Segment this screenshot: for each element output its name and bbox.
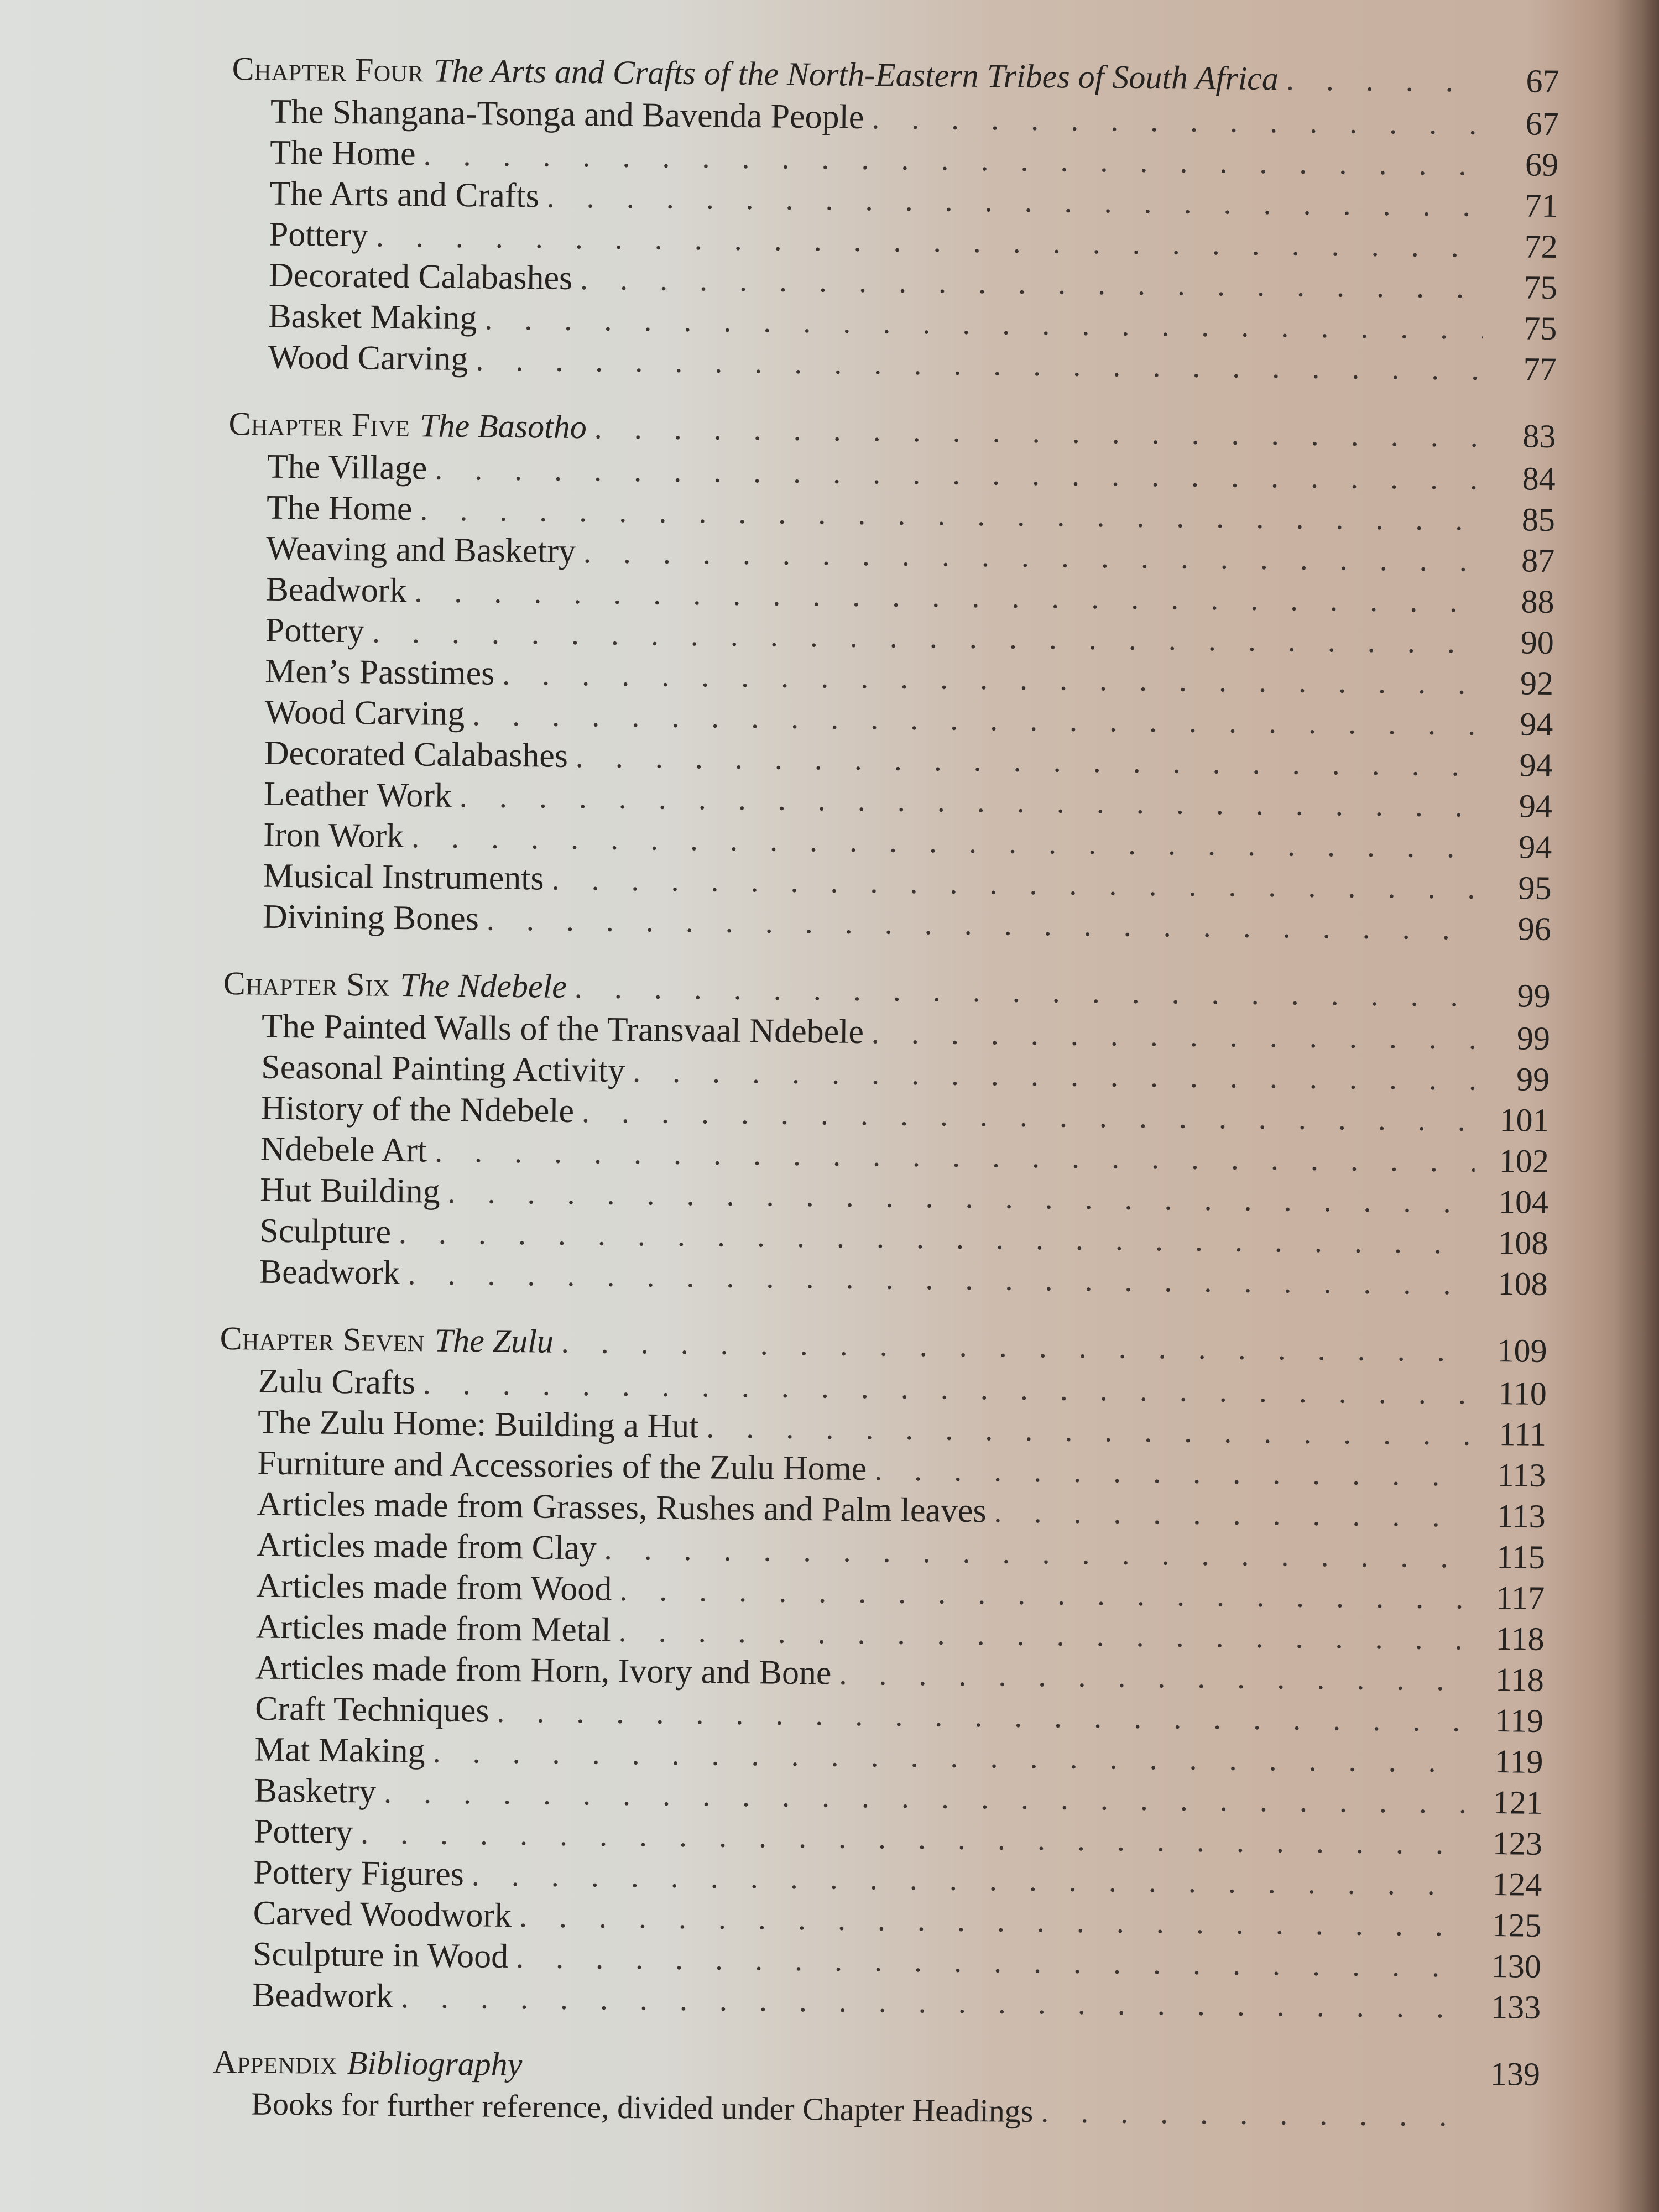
chapter-five — [224, 405, 1556, 951]
leader-dots — [872, 1015, 1477, 1056]
page-number: 118 — [1495, 1620, 1545, 1657]
page-number: 88 — [1521, 583, 1554, 620]
entry-label: Articles made from Metal — [255, 1608, 612, 1649]
leader-dots — [435, 1134, 1475, 1180]
chapter-keyword: Chapter Seven — [220, 1319, 425, 1359]
page-number: 123 — [1492, 1825, 1543, 1862]
leader-dots — [376, 219, 1484, 265]
chapter-four — [229, 50, 1559, 391]
page-number: 102 — [1499, 1142, 1550, 1180]
leader-dots — [384, 1775, 1469, 1821]
page-number: 92 — [1520, 665, 1554, 702]
entry-label: The Shangana-Tsonga and Bavenda People — [270, 92, 864, 136]
leader-dots — [874, 1452, 1472, 1493]
appendix-keyword: Appendix — [212, 2043, 338, 2081]
leader-dots — [516, 1940, 1467, 1985]
page-number: 94 — [1520, 706, 1553, 743]
leader-dots — [497, 1694, 1469, 1739]
leader-dots — [460, 779, 1479, 825]
entry-label: Sculpture in Wood — [252, 1935, 509, 1975]
entry-label: Carved Woodwork — [253, 1894, 512, 1935]
chapter-title: The Zulu — [434, 1322, 554, 1360]
entry-label: The Home — [269, 133, 416, 173]
page-number: 94 — [1519, 787, 1553, 825]
leader-dots — [411, 820, 1478, 865]
chapter-seven — [213, 1319, 1547, 2029]
leader-dots — [519, 1899, 1468, 1943]
entry-label: Beadwork — [252, 1976, 394, 2015]
entry-label: Musical Instruments — [263, 857, 544, 898]
page-number: 67 — [1526, 62, 1559, 100]
page-number: 75 — [1524, 269, 1558, 306]
page-number: 125 — [1491, 1907, 1542, 1944]
leader-dots — [633, 1054, 1476, 1098]
leader-dots — [706, 1410, 1472, 1452]
page-number: 101 — [1499, 1102, 1550, 1139]
entry-label: Pottery — [269, 215, 369, 254]
page-number: 99 — [1516, 1061, 1550, 1098]
leader-dots — [546, 179, 1484, 223]
page-number: 109 — [1497, 1332, 1547, 1369]
page-number: 124 — [1491, 1866, 1542, 1903]
leader-dots — [1041, 2094, 1466, 2133]
entry-label: Basketry — [254, 1771, 377, 1811]
page-number: 96 — [1517, 910, 1552, 947]
leader-dots — [502, 657, 1479, 702]
entry-label: The Zulu Home: Building a Hut — [257, 1403, 699, 1446]
chapter-title: The Arts and Crafts of the North-Eastern Tribes of South Africa — [433, 52, 1279, 97]
leader-dots — [435, 452, 1481, 497]
leader-dots — [432, 1735, 1469, 1780]
chapter-six — [220, 964, 1551, 1306]
page-number: 113 — [1497, 1457, 1546, 1494]
entry-label: Divining Bones — [262, 898, 479, 938]
entry-label: Books for further reference, divided under Chapter Headings — [251, 2085, 1034, 2130]
page-number: 67 — [1525, 105, 1559, 143]
entry-label: Decorated Calabashes — [268, 256, 573, 297]
leader-dots — [583, 535, 1481, 579]
leader-dots — [423, 1366, 1473, 1411]
chapter-title: The Ndebele — [400, 966, 567, 1005]
entry-label: Pottery — [253, 1812, 353, 1851]
page-number: 72 — [1524, 228, 1558, 265]
entry-label: Men’s Passtimes — [264, 652, 495, 692]
leader-dots — [472, 697, 1479, 742]
entry-label: Articles made from Wood — [256, 1567, 612, 1608]
leader-dots — [399, 1215, 1474, 1261]
page-number: 111 — [1499, 1416, 1547, 1453]
entry-label: Articles made from Horn, Ivory and Bone — [255, 1648, 832, 1692]
chapter-keyword: Chapter Six — [223, 964, 390, 1003]
leader-dots — [472, 1858, 1468, 1902]
entry-label: Wood Carving — [264, 693, 465, 733]
page-number: 77 — [1523, 351, 1557, 388]
leader-dots — [361, 1815, 1468, 1861]
page-number: 117 — [1496, 1579, 1545, 1616]
leader-dots — [839, 1657, 1470, 1698]
chapter-keyword: Chapter Five — [228, 405, 410, 444]
leader-dots — [618, 1614, 1470, 1657]
page-number: 110 — [1498, 1375, 1547, 1412]
leader-dots — [484, 301, 1483, 346]
leader-dots — [447, 1175, 1474, 1220]
leader-dots — [551, 862, 1478, 906]
page-number: 115 — [1496, 1538, 1546, 1575]
page-number: 94 — [1518, 828, 1552, 865]
leader-dots — [582, 1094, 1475, 1139]
page-number: 119 — [1494, 1743, 1543, 1780]
page-edge-shadow — [1615, 0, 1659, 2212]
page-number: 130 — [1491, 1948, 1542, 1985]
entry-label: Iron Work — [263, 816, 404, 855]
entry-label: Weaving and Basketry — [266, 529, 576, 571]
leader-dots — [594, 410, 1482, 454]
entry-label: Craft Techniques — [254, 1689, 489, 1730]
entry-label: The Home — [266, 488, 413, 528]
page-number: 95 — [1518, 869, 1552, 906]
page-number: 99 — [1517, 977, 1551, 1014]
page-number: 121 — [1493, 1784, 1543, 1821]
leader-dots — [994, 1494, 1472, 1534]
page-number: 99 — [1516, 1020, 1551, 1057]
table-of-contents — [212, 50, 1559, 2165]
page-number: 90 — [1520, 624, 1554, 661]
leader-dots — [487, 902, 1478, 947]
entry-label: Basket Making — [268, 297, 477, 337]
entry-label: Decorated Calabashes — [264, 734, 568, 775]
entry-label: The Arts and Crafts — [269, 174, 540, 215]
leader-dots — [1286, 62, 1485, 99]
chapter-keyword: Chapter Four — [232, 50, 424, 89]
page-number: 85 — [1521, 501, 1556, 538]
page-number: 69 — [1525, 146, 1559, 184]
entry-label: Mat Making — [254, 1730, 426, 1770]
page-number: 139 — [1490, 2056, 1541, 2093]
entry-label: Ndebele Art — [260, 1130, 427, 1170]
page-number: 119 — [1495, 1702, 1544, 1739]
leader-dots — [576, 739, 1479, 784]
page-number: 133 — [1490, 1989, 1541, 2026]
leader-dots — [476, 342, 1483, 387]
page-number: 71 — [1525, 187, 1558, 225]
appendix-title: Bibliography — [347, 2044, 523, 2083]
page-number: 104 — [1498, 1183, 1549, 1220]
page-number: 108 — [1498, 1265, 1548, 1302]
entry-label: Seasonal Painting Activity — [261, 1048, 625, 1089]
entry-label: History of the Ndebele — [260, 1089, 575, 1130]
leader-dots — [561, 1325, 1473, 1369]
page-number: 84 — [1522, 460, 1556, 498]
leader-dots — [580, 262, 1483, 306]
entry-label: The Village — [267, 447, 427, 487]
page-number: 118 — [1495, 1661, 1545, 1698]
page-number: 75 — [1523, 310, 1557, 347]
entry-label: Articles made from Grasses, Rushes and Palm leaves — [257, 1485, 987, 1530]
leader-dots — [372, 614, 1480, 660]
entry-label: Articles made from Clay — [256, 1526, 597, 1567]
leader-dots — [408, 1256, 1474, 1302]
leader-dots — [414, 574, 1480, 619]
leader-dots — [423, 137, 1484, 182]
page-number: 83 — [1522, 418, 1556, 455]
entry-label: Beadwork — [265, 570, 407, 610]
appendix — [212, 2043, 1540, 2138]
page-number: 108 — [1498, 1224, 1548, 1261]
entry-label: Sculpture — [259, 1212, 392, 1251]
entry-label: Furniture and Accessories of the Zulu Home — [257, 1444, 867, 1488]
entry-label: Pottery — [265, 611, 365, 650]
leader-dots — [401, 1980, 1467, 2025]
leader-dots — [575, 970, 1477, 1014]
entry-label: Pottery Figures — [253, 1853, 465, 1893]
entry-label: Hut Building — [259, 1171, 441, 1211]
entry-label: Beadwork — [259, 1253, 400, 1292]
leader-dots — [604, 1532, 1471, 1575]
entry-label: Wood Carving — [268, 338, 468, 378]
page-number: 87 — [1521, 542, 1555, 579]
leader-dots — [420, 492, 1481, 538]
leader-dots — [619, 1573, 1471, 1616]
entry-label: Leather Work — [263, 775, 452, 815]
chapter-title: The Basotho — [419, 407, 587, 446]
leader-dots — [872, 101, 1485, 142]
page-number: 94 — [1519, 747, 1553, 784]
page-number: 113 — [1496, 1498, 1546, 1535]
entry-label: Zulu Crafts — [258, 1362, 416, 1402]
entry-label: The Painted Walls of the Transvaal Ndebele — [261, 1007, 864, 1051]
